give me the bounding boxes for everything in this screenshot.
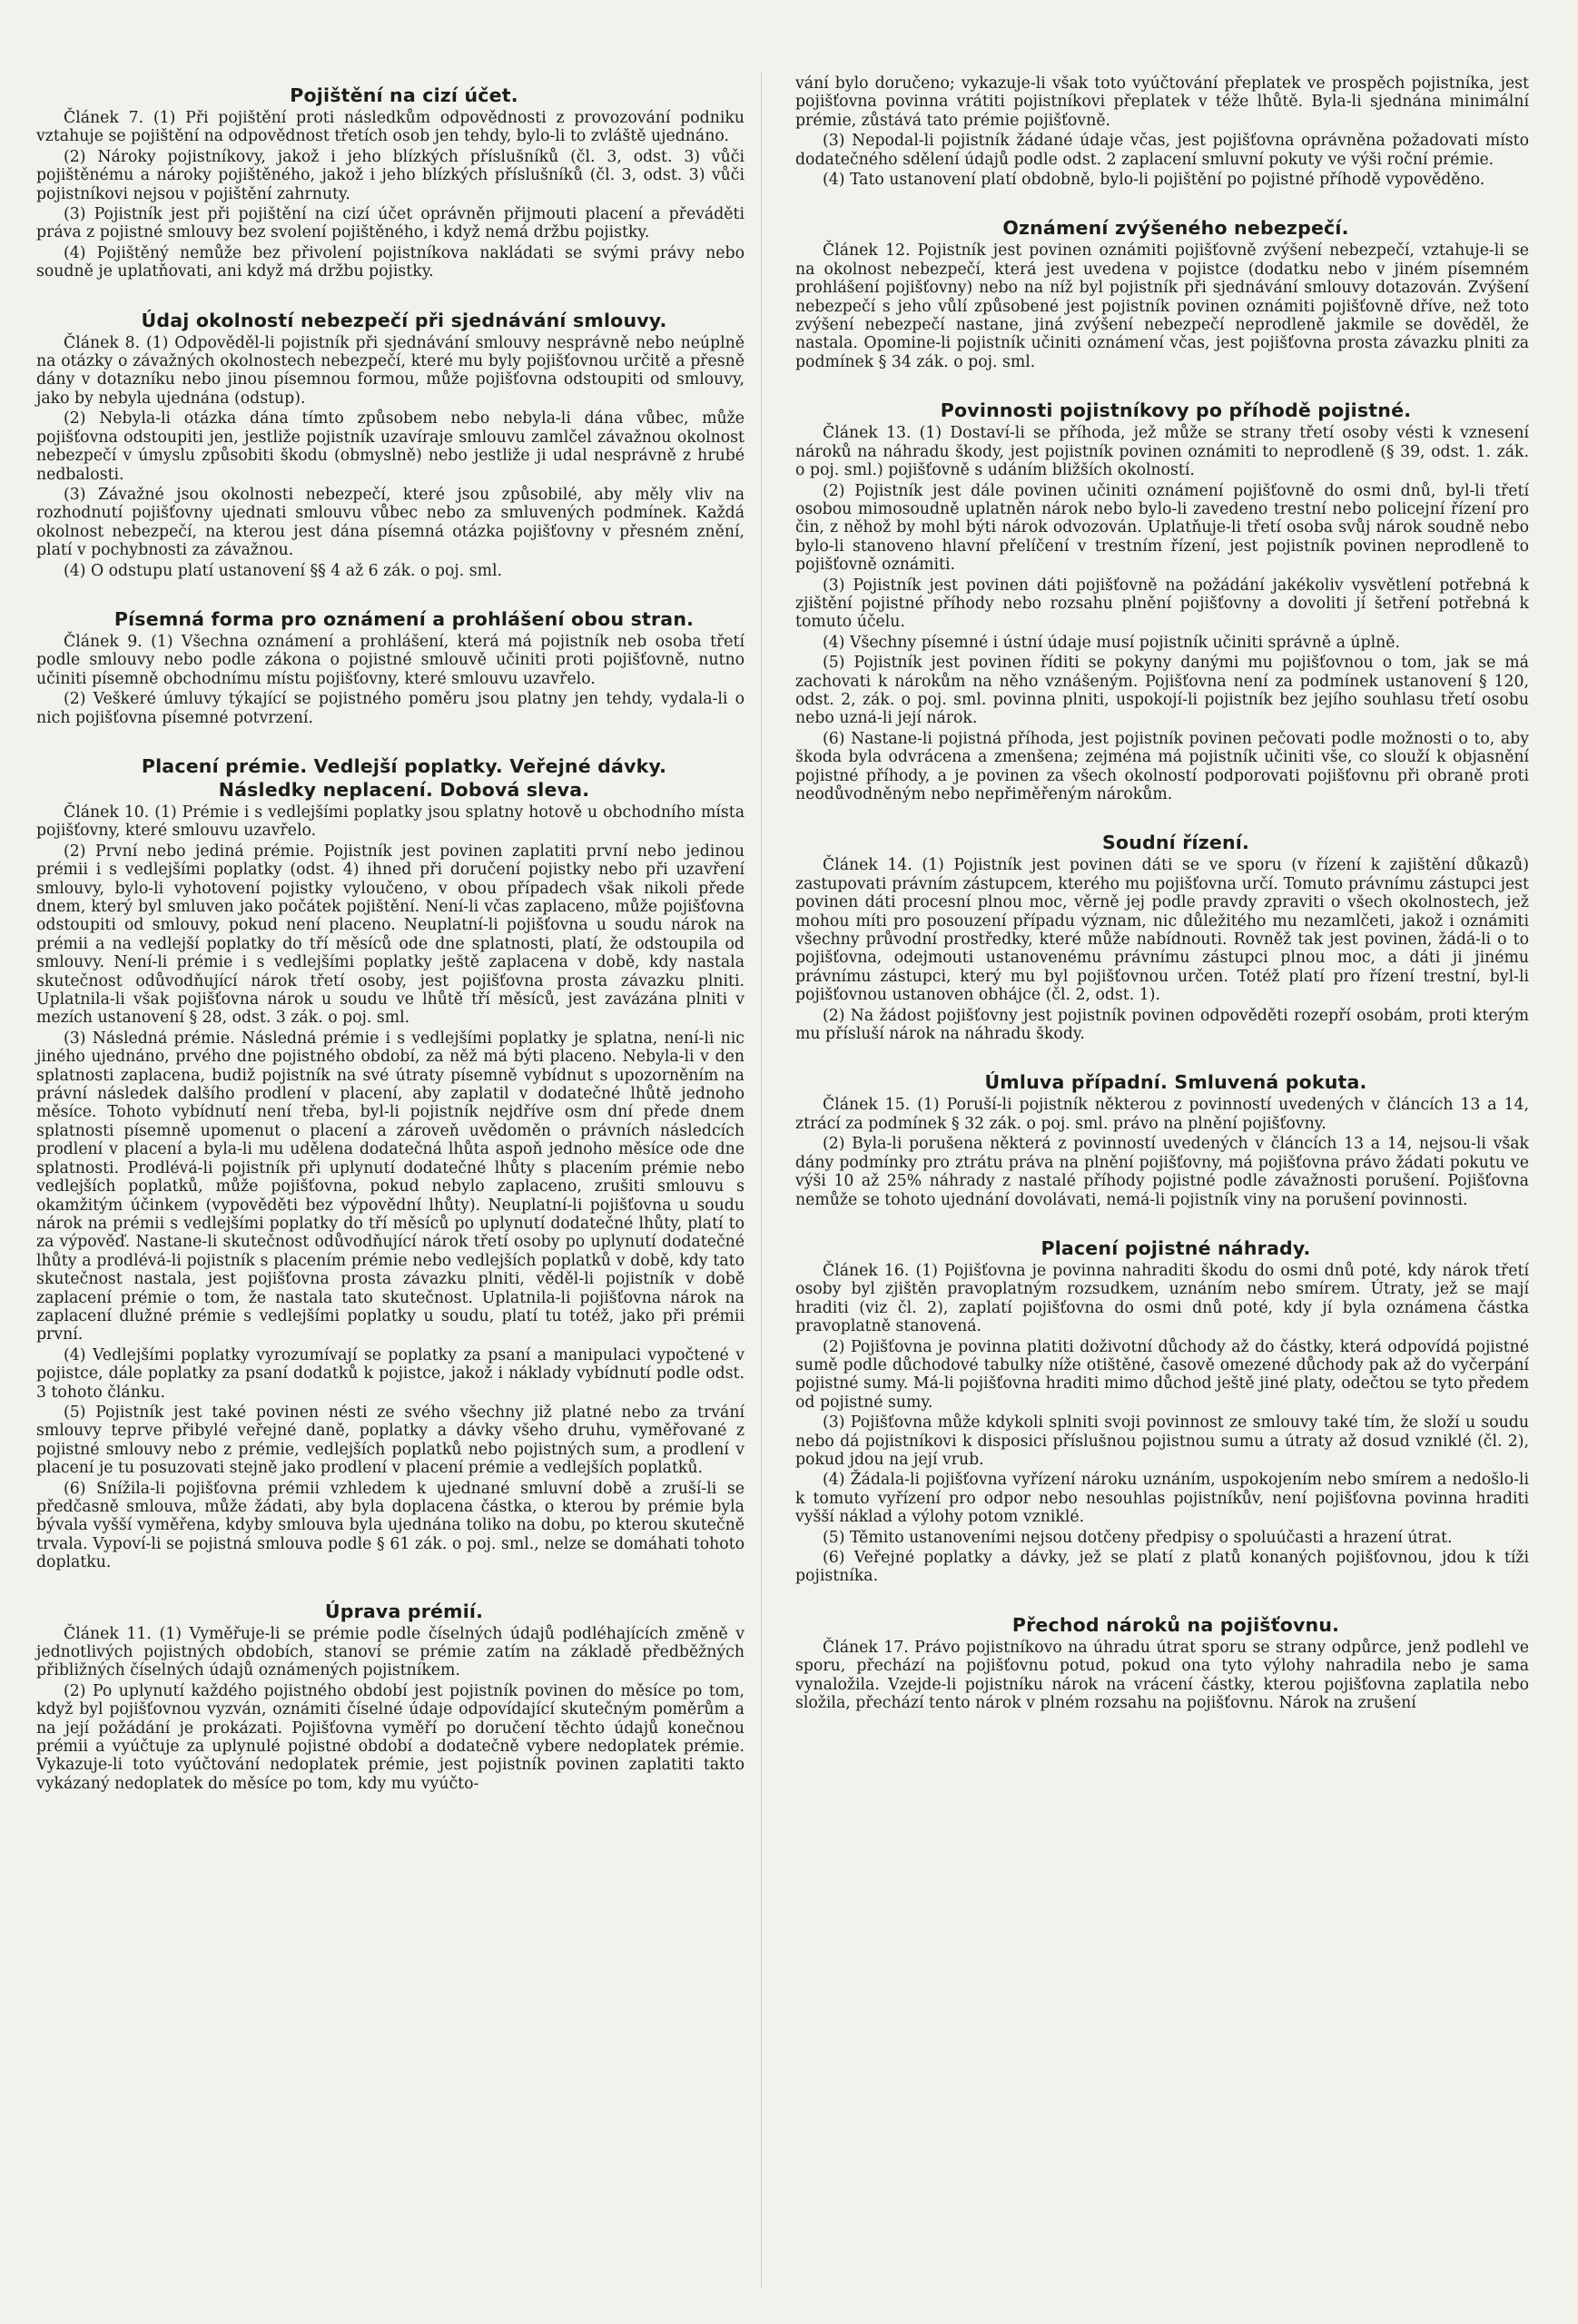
article-8-paragraph: Článek 8. (1) Odpověděl-li pojistník při sjednávání smlouvy nesprávně nebo neúplně na otázky o závažných okolnostech nebezpečí, které mu byly pojišťovnou určitě a přesně dány v dotazníku nebo jinou písemnou formou, může pojišťovna odstoupiti od smlouvy, jako by nebyla ujednána (odstup). (36, 333, 745, 408)
heading-written-form: Písemná forma pro oznámení a prohlášení obou stran. (113, 607, 695, 630)
article-9-paragraph: (2) Veškeré úmluvy týkající se pojistného poměru jsou platny jen tehdy, vydala-li o nich pojišťovna písemné potvrzení. (36, 690, 745, 727)
article-7-paragraph: (2) Nároky pojistníkovy, jakož i jeho blízkých příslušníků (čl. 3, odst. 3) vůči pojištěnému a nároky pojištěného, jakož i jeho blízkých příslušníků (čl. 3, odst. 3) vůči pojistníkovi nejsou v pojištění zahrnuty. (36, 147, 745, 203)
article-16-paragraph: (2) Pojišťovna je povinna platiti doživotní důchody až do částky, která odpovídá pojistné sumě podle důchodové tabulky níže otištěné, časově omezené důchody pak až do vyčerpání pojistné sumy. Má-li pojišťovna hraditi mimo důchod ještě jiné platy, odečtou se tyto předem od pojistné sumy. (795, 1337, 1529, 1412)
article-16-paragraph: (5) Těmito ustanoveními nejsou dotčeny předpisy o spoluúčasti a hrazení útrat. (823, 1528, 1453, 1547)
heading-premium-adjustment: Úprava prémií. (324, 1600, 484, 1622)
article-10-paragraph: (6) Snížila-li pojišťovna prémii vzhledem k ujednané smluvní době a zruší-li se předčasně smlouva, může žádati, aby byla doplacena částka, o kterou by prémie byla bývala vyšší vyměřena, kdyby smlouva byla ujednána toliko na dobu, po kterou skutečně trvala. Vypoví-li se pojistná smlouva podle § 61 zák. o poj. sml., nelze se domáhati tohoto doplatku. (36, 1479, 745, 1572)
right-column (795, 74, 1529, 1714)
article-13-paragraph: (6) Nastane-li pojistná příhoda, jest pojistník povinen pečovati podle možnosti o to, aby škoda byla odvrácena a zmenšena; zejména má pojistník učiniti vše, co slouží k objasnění pojistné příhody, a je povinen za všech okolností podporovati pojišťovnu při obraně proti neodůvodněným nebo nepřiměřeným nárokům. (795, 729, 1529, 803)
article-11-paragraph: Článek 11. (1) Vyměřuje-li se prémie podle číselných údajů podléhajících změně v jednotlivých pojistných obdobích, stanoví se prémie zatím na základě předběžných přibližných číselných údajů oznámených pojistníkem. (36, 1624, 745, 1680)
heading-increased-risk: Oznámení zvýšeného nebezpečí. (1002, 217, 1349, 240)
article-8-paragraph: (4) O odstupu platí ustanovení §§ 4 až 6 zák. o poj. sml. (64, 561, 503, 580)
article-11-paragraph: (4) Tato ustanovení platí obdobně, bylo-li pojištění po pojistné příhodě vypověděno. (823, 171, 1485, 190)
article-10-paragraph: Článek 10. (1) Prémie i s vedlejšími poplatky jsou splatny hotově u obchodního místa pojišťovny, které smlouvu uzavřelo. (36, 803, 745, 841)
heading-contractual-penalty: Úmluva případní. Smluvená pokuta. (984, 1071, 1367, 1094)
heading-insurance-foreign-account: Pojištění na cizí účet. (290, 84, 518, 106)
article-13-paragraph: (4) Všechny písemné i ústní údaje musí pojistník učiniti správně a úplně. (823, 633, 1400, 652)
article-11-paragraph: (3) Nepodal-li pojistník žádané údaje včas, jest pojišťovna oprávněna požadovati místo dodatečného sdělení údajů podle odst. 2 zaplacení smluvní pokuty ve výši roční prémie. (795, 132, 1529, 169)
article-16-paragraph: (6) Veřejné poplatky a dávky, jež se platí z platů konaných pojišťovnou, jdou k tíži pojistníka. (795, 1549, 1529, 1586)
heading-premium-payment: Placení prémie. Vedlejší poplatky. Veřejné dávky. (141, 754, 667, 777)
heading-claim-payment: Placení pojistné náhrady. (1040, 1236, 1311, 1259)
article-11-continuation: vání bylo doručeno; vykazuje-li však toto vyúčtování přeplatek ve prospěch pojistníka, jest pojišťovna povinna vrátiti pojistníkovi přeplatek v téže lhůtě. Byla-li sjednána minimální prémie, zůstává tato prémie pojišťovně. (795, 74, 1529, 130)
article-7-paragraph: (4) Pojištěný nemůže bez přivolení pojistníkova nakládati se svými právy nebo soudně je uplatňovati, ani když má držbu pojistky. (36, 243, 745, 281)
article-7-paragraph: Článek 7. (1) Při pojištění proti následkům odpovědnosti z provozování podniku vztahuje se pojištění na odpovědnost třetích osob jen tehdy, bylo-li to zvláště ujednáno. (36, 109, 745, 146)
heading-court-proceedings: Soudní řízení. (1101, 832, 1250, 854)
left-column (36, 84, 745, 1795)
article-16-paragraph: (4) Žádala-li pojišťovna vyřízení nároku uznáním, uspokojením nebo smírem a nedošlo-li k tomuto vyřízení pro odpor nebo nesouhlas pojistníkův, není pojišťovna povinna hraditi vyšší náklad a výlohy potom vzniklé. (795, 1471, 1529, 1527)
article-7-paragraph: (3) Pojistník jest při pojištění na cizí účet oprávněn přijmouti placení a převáděti práva z pojistné smlouvy bez svolení pojištěného, i když nemá držbu pojistky. (36, 205, 745, 242)
article-11-paragraph: (2) Po uplynutí každého pojistného období jest pojistník povinen do měsíce po tom, když byl pojišťovnou vyzván, oznámiti číselné údaje odpovídající skutečným poměrům a na její požádání je prokázati. Pojišťovna vyměří po doručení těchto údajů konečnou prémii a vyúčtuje za uplynulé pojistné období a dodatečně vybere nedoplatek prémie. Vykazuje-li toto vyúčtování nedoplatek prémie, jest pojistník povinen zaplatiti takto vykázaný nedoplatek do měsíce po tom, kdy mu vyúčto- (36, 1681, 745, 1793)
heading-nonpayment-consequences: Následky neplacení. Dobová sleva. (218, 778, 590, 801)
article-10-paragraph: (2) První nebo jediná prémie. Pojistník jest povinen zaplatiti první nebo jedinou prémii i s vedlejšími poplatky (odst. 4) ihned při doručení pojistky nebo při uzavření smlouvy, bylo-li vyhotovení pojistky vyloučeno, v obou případech však nikoli přede dnem, který byl smluven jako počátek pojištění. Není-li včas zaplaceno, může pojišťovna odstoupiti od smlouvy, pokud není placeno. Neuplatní-li pojišťovna u soudu nárok na prémii a na vedlejší poplatky do tří měsíců ode dne splatnosti, platí, že odstoupila od smlouvy. Není-li prémie i s vedlejšími poplatky ještě zaplacena v době, kdy nastala skutečnost odůvodňující nárok třetí osoby, jest pojišťovna prosta závazku plniti. Uplatnila-li však pojišťovna nárok u soudu ve lhůtě tří měsíců, jest zavázána plniti v mezích ustanovení § 28, odst. 3 zák. o poj. sml. (36, 842, 745, 1028)
article-10-paragraph: (4) Vedlejšími poplatky vyrozumívají se poplatky za psaní a manipulaci vypočtené v pojistce, dále poplatky za psaní dodatků k pojistce, jakož i náklady vybídnutí podle odst. 3 tohoto článku. (36, 1345, 745, 1402)
article-15-paragraph: Článek 15. (1) Poruší-li pojistník některou z povinností uvedených v článcích 13 a 14, ztrácí za podmínek § 32 zák. o poj. sml. právo na plnění pojišťovny. (795, 1096, 1529, 1133)
article-16-paragraph: (3) Pojišťovna může kdykoli splniti svoji povinnost ze smlouvy také tím, že složí u soudu nebo dá pojistníkovi k disposici příslušnou pojistnou sumu a útraty až dosud vzniklé (čl. 2), pokud jdou na její vrub. (795, 1413, 1529, 1469)
article-13-paragraph: (5) Pojistník jest povinen říditi se pokyny danými mu pojišťovnou o tom, jak se má zachovati k nárokům na něho vznášeným. Pojišťovna není za podmínek ustanovení § 120, odst. 2, zák. o poj. sml. povinna plniti, uspokojí-li pojistník bez jejího souhlasu třetí osobu nebo uzná-li její nárok. (795, 654, 1529, 728)
column-divider (761, 73, 762, 2288)
article-9-paragraph: Článek 9. (1) Všechna oznámení a prohlášení, která má pojistník neb osoba třetí podle smlouvy nebo podle zákona o pojistné smlouvě učiniti proti pojišťovně, nutno učiniti písemně obchodnímu místu pojišťovny, které smlouvu uzavřelo. (36, 632, 745, 688)
article-8-paragraph: (3) Závažné jsou okolnosti nebezpečí, které jsou způsobilé, aby měly vliv na rozhodnutí pojišťovny ujednati smlouvu vůbec nebo za smluvených podmínek. Každá okolnost nebezpečí, na kterou jest dána písemná otázka pojišťovny v přesném znění, platí v pochybnosti za závažnou. (36, 485, 745, 560)
article-15-paragraph: (2) Byla-li porušena některá z povinností uvedených v článcích 13 a 14, nejsou-li však dány podmínky pro ztrátu práva na plnění pojišťovny, má pojišťovna právo žádati pokutu ve výši 10 až 25% náhrady z nastalé příhody pojistné podle závažnosti porušení. Pojišťovna nemůže se tohoto ujednání dovolávati, nemá-li pojistník viny na porušení povinnosti. (795, 1135, 1529, 1209)
article-10-paragraph: (3) Následná prémie. Následná prémie i s vedlejšími poplatky je splatna, není-li nic jiného ujednáno, prvého dne pojistného období, za něž má býti placeno. Nebyla-li v den splatnosti zaplacena, budiž pojistník na své útraty písemně vybídnut s upozorněním na právní následek dalšího prodlení v placení, aby zaplatil v dodatečné lhůtě jednoho měsíce. Tohoto vybídnutí není třeba, byl-li pojistník nejdříve osm dní přede dnem splatnosti písemně upomenut o placení a zároveň uvědoměn o právních následcích prodlení v placení a byla-li mu udělena dodatečná lhůta aspoň jednoho měsíce ode dne splatnosti. Prodlévá-li pojistník při uplynutí dodatečné lhůty s placením prémie nebo vedlejších poplatků, může pojišťovna, pokud nebylo zaplaceno, zrušiti smlouvu s okamžitým účinkem (vypověděti bez výpovědní lhůty). Neuplatní-li pojišťovna u soudu nárok na prémii s vedlejšími poplatky do tří měsíců po uplynutí dodatečné lhůty, platí to za výpověď. Nastane-li skutečnost odůvodňující nárok třetí osoby po uplynutí dodatečné lhůty a prodlévá-li pojistník s placením prémie nebo vedlejších poplatků v době, kdy tato skutečnost nastala, jest pojišťovna prosta závazku plniti, věděl-li pojistník v době zaplacení prémie o tom, že nastala tato skutečnost. Uplatnila-li pojišťovna nárok na zaplacení dlužné prémie s vedlejšími poplatky u soudu, platí tu totéž, jako při prémii první. (36, 1029, 745, 1344)
heading-risk-circumstances: Údaj okolností nebezpečí při sjednávání smlouvy. (141, 309, 667, 331)
heading-duties-after-event: Povinnosti pojistníkovy po příhodě pojistné. (940, 399, 1412, 422)
article-10-paragraph: (5) Pojistník jest také povinen nésti ze svého všechny již platné nebo za trvání smlouvy teprve přibylé veřejné daně, poplatky a dávky všeho druhu, vyměřované z pojistné smlouvy nebo z prémie, vedlejších poplatků nebo pojistných sum, a prodlení v placení je tu posuzovati stejně jako prodlení v placení prémie a vedlejších poplatků. (36, 1403, 745, 1478)
article-13-paragraph: (2) Pojistník jest dále povinen učiniti oznámení pojišťovně do osmi dnů, byl-li třetí osobou mimosoudně uplatněn nárok nebo bylo-li zavedeno trestní nebo policejní řízení pro čin, z něhož by mohl býti nárok odvozován. Uplatňuje-li třetí osoba svůj nárok soudně nebo bylo-li stanoveno hlavní přelíčení v trestním řízení, jest pojistník povinen neprodleně to pojišťovně oznámiti. (795, 481, 1529, 575)
article-13-paragraph: Článek 13. (1) Dostaví-li se příhoda, jež může se strany třetí osoby vésti k vznesení nároků na náhradu škody, jest pojistník povinen oznámiti to neprodleně (§ 39, odst. 1. zák. o poj. sml.) pojišťovně s udáním bližších okolností. (795, 424, 1529, 480)
article-12-paragraph: Článek 12. Pojistník jest povinen oznámiti pojišťovně zvýšení nebezpečí, vztahuje-li se na okolnost nebezpečí, která jest uvedena v pojistce (dodatku nebo v jiném písemném prohlášení pojišťovny) nebo na níž byl pojistník při sjednávání smlouvy dotazován. Zvýšení nebezpečí s jeho vůlí způsobené jest pojistník povinen oznámiti pojišťovně dříve, než toto zvýšení nebezpečí nastane, jiná zvýšení nebezpečí neprodleně jakmile se dověděl, že nastala. Opomine-li pojistník učiniti oznámení včas, jest pojišťovna prosta závazku plniti za podmínek § 34 zák. o poj. sml. (795, 241, 1529, 371)
article-13-paragraph: (3) Pojistník jest povinen dáti pojišťovně na požádání jakékoliv vysvětlení potřebná k zjištění pojistné příhody nebo rozsahu plnění pojišťovny a dovoliti jí šetření potřebná k tomuto účelu. (795, 576, 1529, 632)
article-17-paragraph: Článek 17. Právo pojistníkovo na úhradu útrat sporu se strany odpůrce, jenž podlehl ve sporu, přechází na pojišťovnu potud, pokud ona tyto výlohy nahradila nebo je sama vynaložila. Vzejde-li pojistníku nárok na vrácení částky, kterou pojišťovna zaplatila nebo složila, přechází tento nárok v plném rozsahu na pojišťovnu. Nárok na zrušení (795, 1638, 1529, 1713)
article-8-paragraph: (2) Nebyla-li otázka dána tímto způsobem nebo nebyla-li dána vůbec, může pojišťovna odstoupiti jen, jestliže pojistník uzavíraje smlouvu zamlčel závažnou okolnost nebezpečí v úmyslu způsobiti škodu (obmyslně) nebo jestliže ji udal nesprávně z hrubé nedbalosti. (36, 409, 745, 484)
heading-subrogation: Přechod nároků na pojišťovnu. (1011, 1613, 1340, 1636)
article-14-paragraph: (2) Na žádost pojišťovny jest pojistník povinen odpověděti rozepří osobám, proti kterým mu přísluší nárok na náhradu škody. (795, 1006, 1529, 1044)
article-14-paragraph: Článek 14. (1) Pojistník jest povinen dáti se ve sporu (v řízení k zajištění důkazů) zastupovati právním zástupcem, kterého mu pojišťovna určí. Tomuto právnímu zástupci jest povinen dáti procesní plnou moc, věrně jej podle pravdy zpraviti o všech okolnostech, jež mohou míti pro posouzení případu význam, nic důležitého mu nezamlčeti, jakož i oznámiti všechny průvodní prostředky, které může nabídnouti. Rovněž tak jest povinen, žádá-li o to pojišťovna, odejmouti ustanovenému právnímu zástupci plnou moc, a dáti ji jinému právnímu zástupci, který mu byl pojišťovnou určen. Totéž platí pro řízení trestní, byl-li pojišťovnou ustanoven obhájce (čl. 2, odst. 1). (795, 856, 1529, 1005)
article-16-paragraph: Článek 16. (1) Pojišťovna je povinna nahraditi škodu do osmi dnů poté, kdy nárok třetí osoby byl zjištěn pravoplatným rozsudkem, uznáním nebo smírem. Útraty, jež se mají hraditi (viz čl. 2), zaplatí pojišťovna do osmi dnů poté, kdy jí byla oznámena částka pravoplatně stanovená. (795, 1261, 1529, 1336)
